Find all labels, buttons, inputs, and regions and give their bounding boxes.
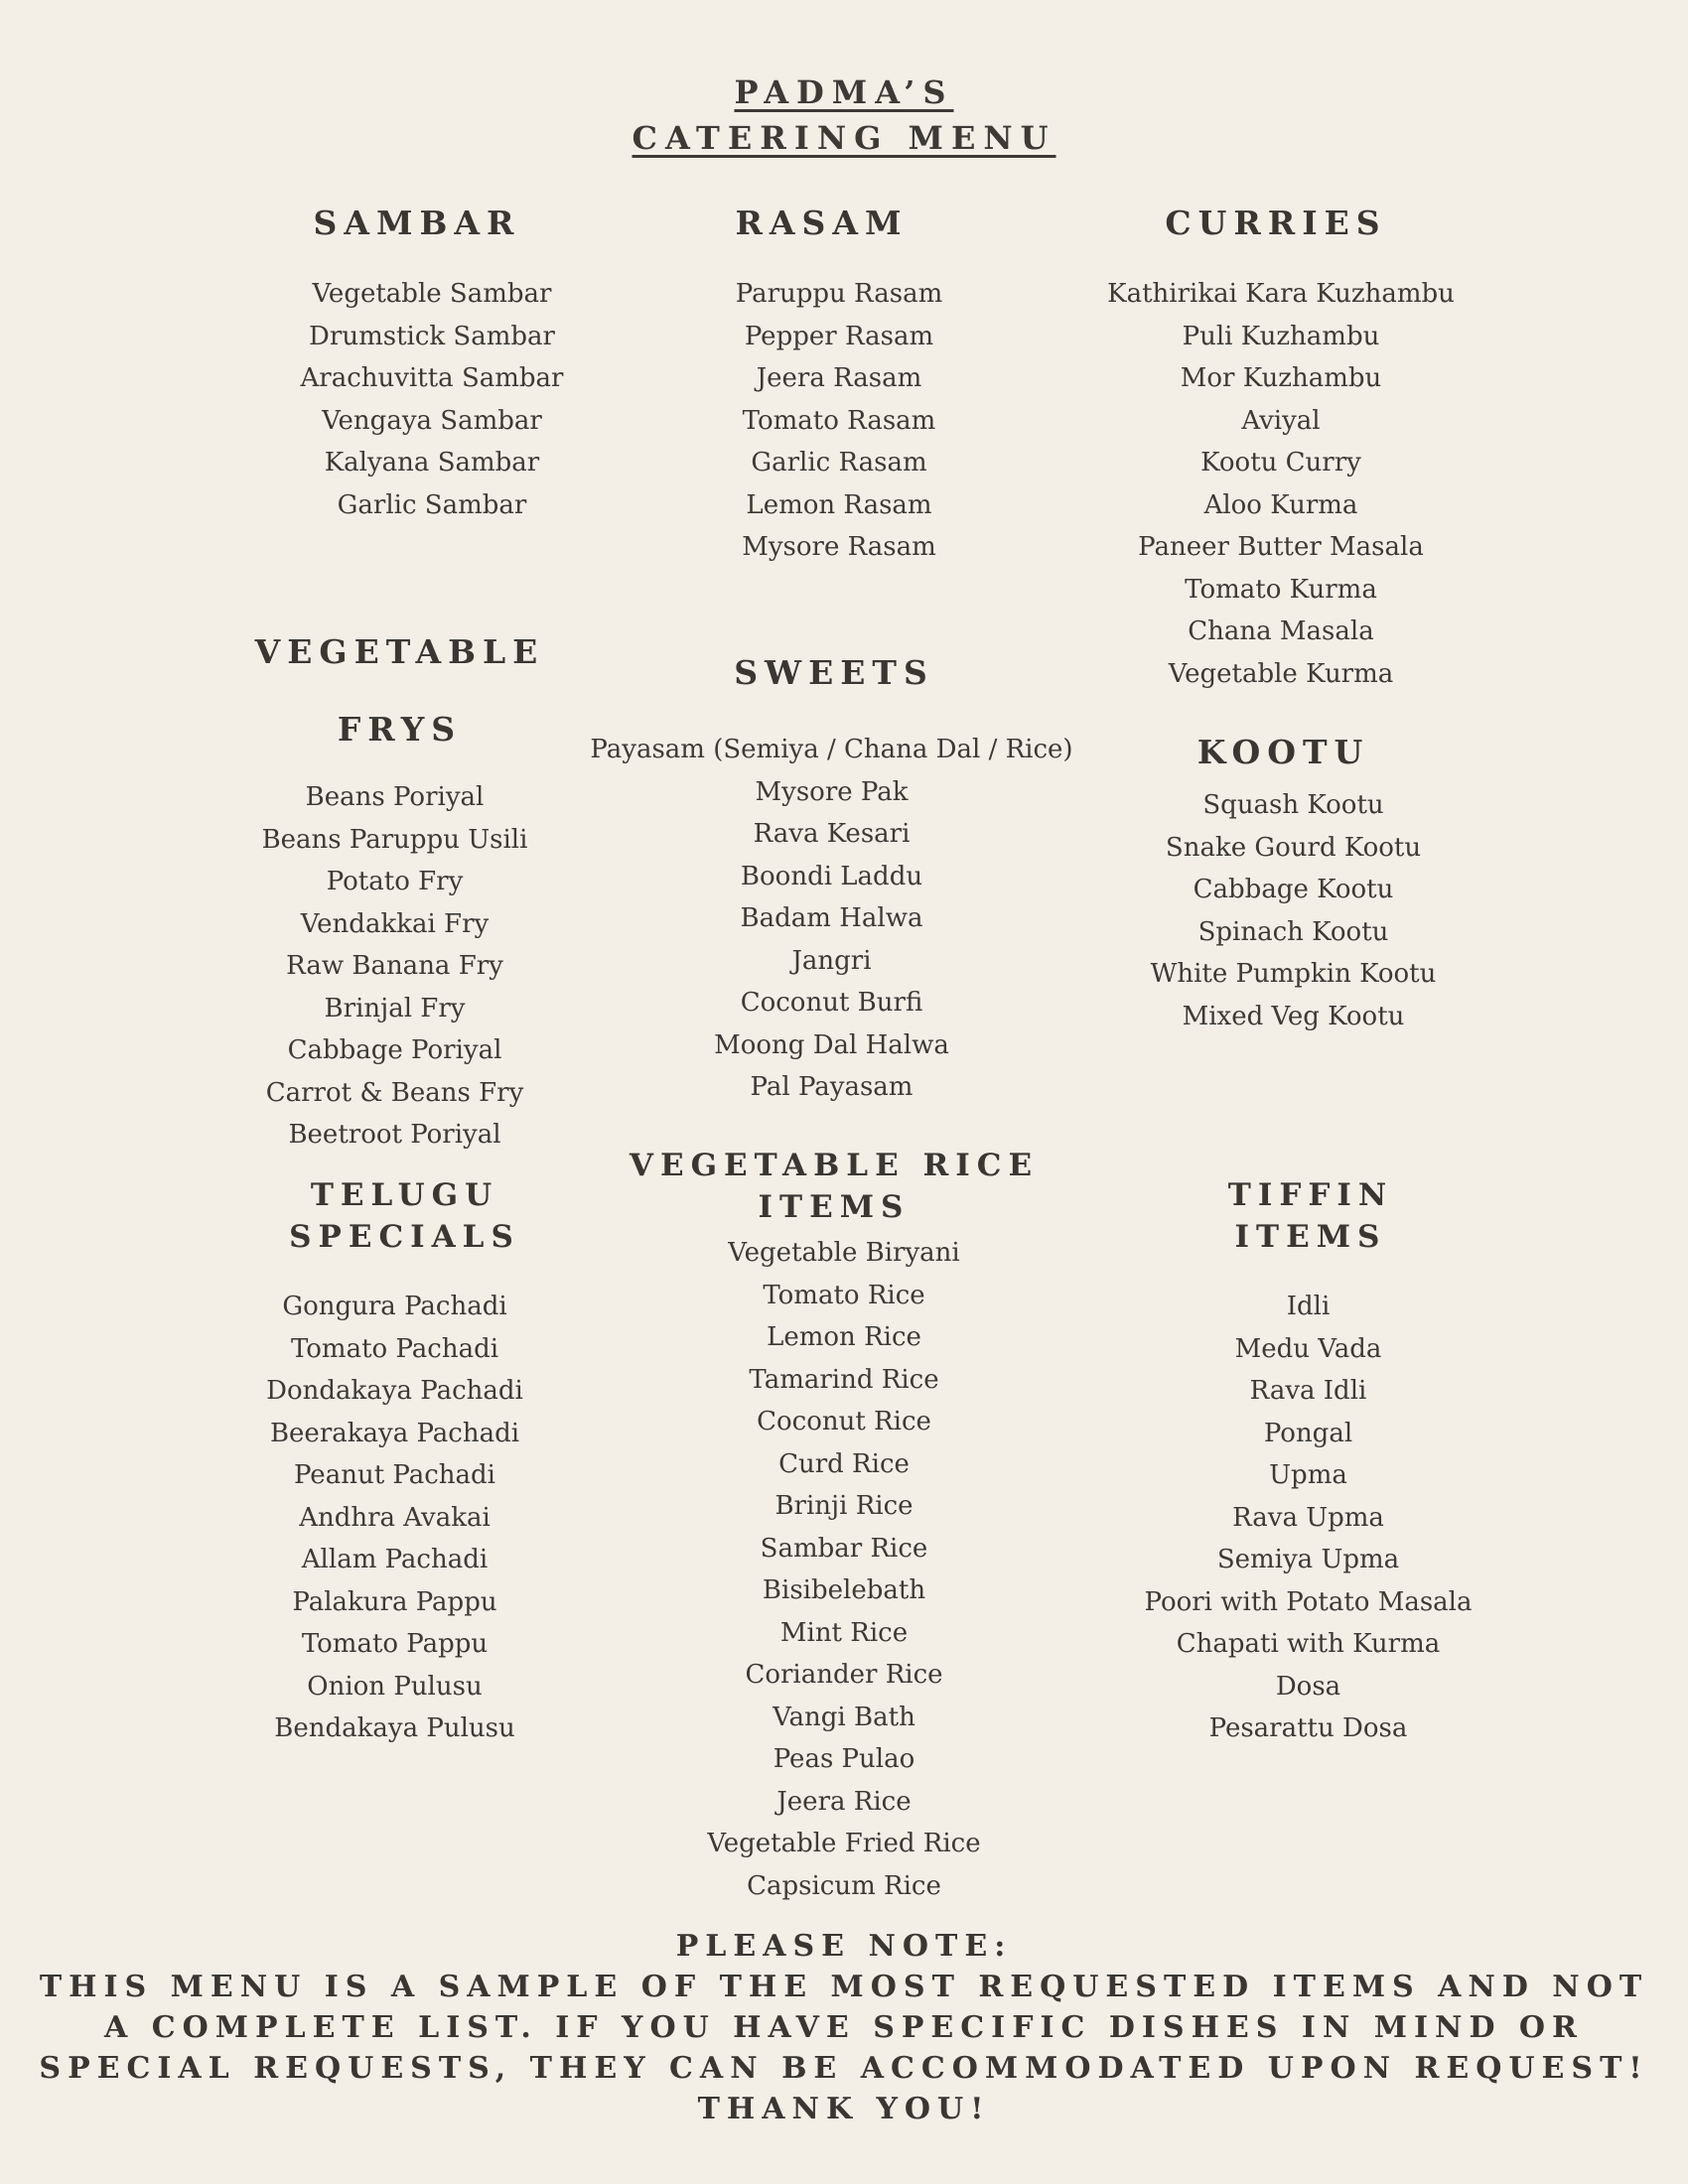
menu-item: Garlic Sambar	[337, 489, 527, 520]
menu-item: Pepper Rasam	[744, 321, 934, 351]
menu-item: Tomato Rice	[763, 1280, 925, 1310]
menu-item: Vegetable Biryani	[728, 1238, 960, 1268]
menu-item: Allam Pachadi	[301, 1545, 489, 1574]
section-title-frys-line1: VEGETABLE	[254, 632, 545, 671]
menu-item: Mysore Rasam	[742, 532, 936, 562]
menu-item: Paneer Butter Masala	[1138, 532, 1424, 562]
menu-item: Brinjal Fry	[324, 993, 466, 1024]
menu-item: Pongal	[1263, 1418, 1353, 1448]
menu-item: Jeera Rice	[776, 1786, 912, 1817]
menu-item: Carrot & Beans Fry	[265, 1077, 524, 1108]
section-title-sambar: SAMBAR	[313, 204, 521, 242]
menu-item: Bisibelebath	[762, 1575, 926, 1605]
menu-item: Beans Paruppu Usili	[261, 824, 528, 855]
section-title-tiffin-items: TIFFIN ITEMS	[1227, 1177, 1394, 1255]
menu-item: White Pumpkin Kootu	[1150, 959, 1437, 989]
menu-item: Dosa	[1275, 1671, 1341, 1702]
menu-item: Pal Payasam	[750, 1072, 914, 1102]
item-list-vegetable-frys	[238, 776, 551, 1157]
menu-item: Gongura Pachadi	[282, 1292, 507, 1321]
menu-item: Mixed Veg Kootu	[1182, 1001, 1405, 1031]
menu-item: Mint Rice	[779, 1617, 909, 1648]
section-title-rasam: RASAM	[735, 204, 909, 242]
menu-item: Semiya Upma	[1216, 1545, 1400, 1574]
section-title-vegetable-frys	[248, 614, 551, 768]
menu-item: Rava Idli	[1249, 1376, 1367, 1406]
menu-item: Sambar Rice	[760, 1533, 928, 1564]
menu-item: Tomato Pappu	[301, 1629, 489, 1659]
menu-item: Rava Upma	[1232, 1502, 1384, 1533]
menu-title-line1: PADMA’S	[734, 73, 954, 111]
section-sweets	[576, 653, 1087, 1109]
footer-note-line2: THIS MENU IS A SAMPLE OF THE MOST REQUESTED ITEMS AND NOT	[39, 1970, 1649, 2004]
menu-item: Beetroot Poriyal	[288, 1120, 501, 1150]
menu-item: Potato Fry	[326, 867, 464, 896]
menu-item: Badam Halwa	[740, 903, 923, 933]
footer-note-line5: THANK YOU!	[697, 2092, 991, 2126]
menu-item: Capsicum Rice	[747, 1870, 941, 1901]
menu-item: Snake Gourd Kootu	[1165, 832, 1422, 863]
menu-item: Payasam (Semiya / Chana Dal / Rice)	[590, 735, 1073, 764]
menu-item: Medu Vada	[1234, 1333, 1382, 1364]
section-curries	[1092, 204, 1470, 695]
section-title-telugu-specials: TELUGU SPECIALS	[289, 1177, 520, 1255]
item-list-sambar	[293, 273, 571, 526]
menu-item: Pesarattu Dosa	[1208, 1713, 1408, 1743]
menu-title-line2: CATERING MENU	[632, 119, 1056, 157]
menu-item: Aviyal	[1241, 405, 1321, 436]
menu-item: Tomato Kurma	[1185, 574, 1377, 605]
menu-item: Kathirikai Kara Kuzhambu	[1107, 279, 1455, 309]
menu-item: Puli Kuzhambu	[1182, 321, 1380, 351]
menu-item: Peas Pulao	[773, 1744, 915, 1774]
menu-item: Mor Kuzhambu	[1180, 363, 1382, 393]
menu-item: Rava Kesari	[753, 819, 911, 849]
item-list-vegetable-rice-items	[645, 1232, 1043, 1907]
menu-item: Vegetable Kurma	[1168, 658, 1394, 689]
menu-item: Chapati with Kurma	[1176, 1629, 1441, 1659]
footer-note-line3: A COMPLETE LIST. IF YOU HAVE SPECIFIC DISHES IN MIND OR	[104, 2010, 1584, 2045]
menu-item: Arachuvitta Sambar	[300, 363, 564, 393]
menu-item: Lemon Rice	[767, 1322, 921, 1352]
menu-item: Brinji Rice	[774, 1491, 914, 1521]
menu-item: Moong Dal Halwa	[714, 1029, 949, 1060]
menu-item: Jangri	[791, 945, 872, 976]
menu-item: Vegetable Sambar	[312, 279, 552, 309]
menu-item: Tomato Pachadi	[290, 1333, 499, 1364]
section-sambar	[293, 204, 571, 526]
menu-item: Vangi Bath	[773, 1702, 915, 1732]
section-telugu-specials	[213, 1174, 576, 1750]
section-vegetable-frys	[238, 614, 551, 1157]
menu-title	[0, 69, 1688, 161]
section-title-sweets: SWEETS	[734, 653, 934, 692]
menu-item: Jeera Rasam	[756, 363, 922, 393]
item-list-tiffin-items	[1142, 1286, 1475, 1750]
menu-item: Cabbage Poriyal	[287, 1035, 502, 1065]
section-title-rice-line1: VEGETABLE RICE	[629, 1148, 1040, 1183]
menu-item: Garlic Rasam	[751, 448, 927, 478]
menu-item: Kootu Curry	[1200, 448, 1361, 478]
menu-item: Idli	[1286, 1292, 1331, 1321]
section-title-frys-line2: FRYS	[337, 710, 463, 749]
item-list-rasam	[695, 273, 983, 569]
menu-item: Cabbage Kootu	[1193, 875, 1394, 904]
menu-item: Beans Poriyal	[305, 782, 485, 812]
menu-item: Mysore Pak	[755, 776, 909, 807]
item-list-sweets	[576, 729, 1087, 1109]
item-list-kootu	[1132, 784, 1455, 1037]
menu-item: Dondakaya Pachadi	[266, 1376, 523, 1406]
footer-note	[0, 1926, 1688, 2129]
section-title-rice-line2: ITEMS	[758, 1189, 911, 1225]
section-rasam	[695, 204, 983, 569]
item-list-curries	[1092, 273, 1470, 695]
menu-item: Palakura Pappu	[292, 1586, 497, 1617]
menu-item: Upma	[1269, 1460, 1347, 1490]
menu-item: Poori with Potato Masala	[1144, 1586, 1473, 1617]
item-list-telugu-specials	[213, 1286, 576, 1750]
menu-item: Coconut Burfi	[740, 988, 923, 1018]
section-title-curries: CURRIES	[1165, 204, 1387, 242]
footer-note-line1: PLEASE NOTE:	[675, 1929, 1013, 1964]
menu-item: Lemon Rasam	[746, 489, 932, 520]
menu-item: Coconut Rice	[757, 1407, 931, 1436]
section-tiffin-items	[1142, 1174, 1475, 1750]
section-kootu	[1132, 733, 1455, 1037]
menu-item: Spinach Kootu	[1197, 916, 1389, 947]
menu-item: Paruppu Rasam	[735, 279, 943, 309]
section-title-kootu: KOOTU	[1196, 733, 1370, 771]
menu-item: Andhra Avakai	[299, 1502, 491, 1533]
menu-item: Drumstick Sambar	[309, 321, 555, 351]
menu-item: Vendakkai Fry	[300, 908, 490, 939]
menu-item: Onion Pulusu	[307, 1671, 483, 1702]
menu-item: Aloo Kurma	[1203, 489, 1358, 520]
menu-item: Vengaya Sambar	[322, 405, 542, 436]
menu-item: Bendakaya Pulusu	[274, 1713, 515, 1743]
section-vegetable-rice-items	[629, 1145, 1043, 1907]
section-title-vegetable-rice-items	[626, 1145, 1043, 1228]
menu-item: Peanut Pachadi	[293, 1460, 495, 1490]
menu-item: Beerakaya Pachadi	[269, 1418, 520, 1448]
menu-item: Chana Masala	[1188, 616, 1374, 646]
menu-item: Coriander Rice	[745, 1660, 943, 1690]
menu-item: Vegetable Fried Rice	[707, 1829, 981, 1858]
menu-item: Squash Kootu	[1202, 790, 1384, 820]
menu-item: Boondi Laddu	[740, 861, 923, 891]
menu-item: Kalyana Sambar	[324, 448, 540, 478]
menu-item: Tamarind Rice	[749, 1364, 939, 1395]
menu-item: Tomato Rasam	[742, 405, 936, 436]
menu-item: Raw Banana Fry	[286, 951, 503, 981]
menu-item: Curd Rice	[778, 1448, 910, 1479]
footer-note-line4: SPECIAL REQUESTS, THEY CAN BE ACCOMMODATED UPON REQUEST!	[39, 2051, 1649, 2086]
